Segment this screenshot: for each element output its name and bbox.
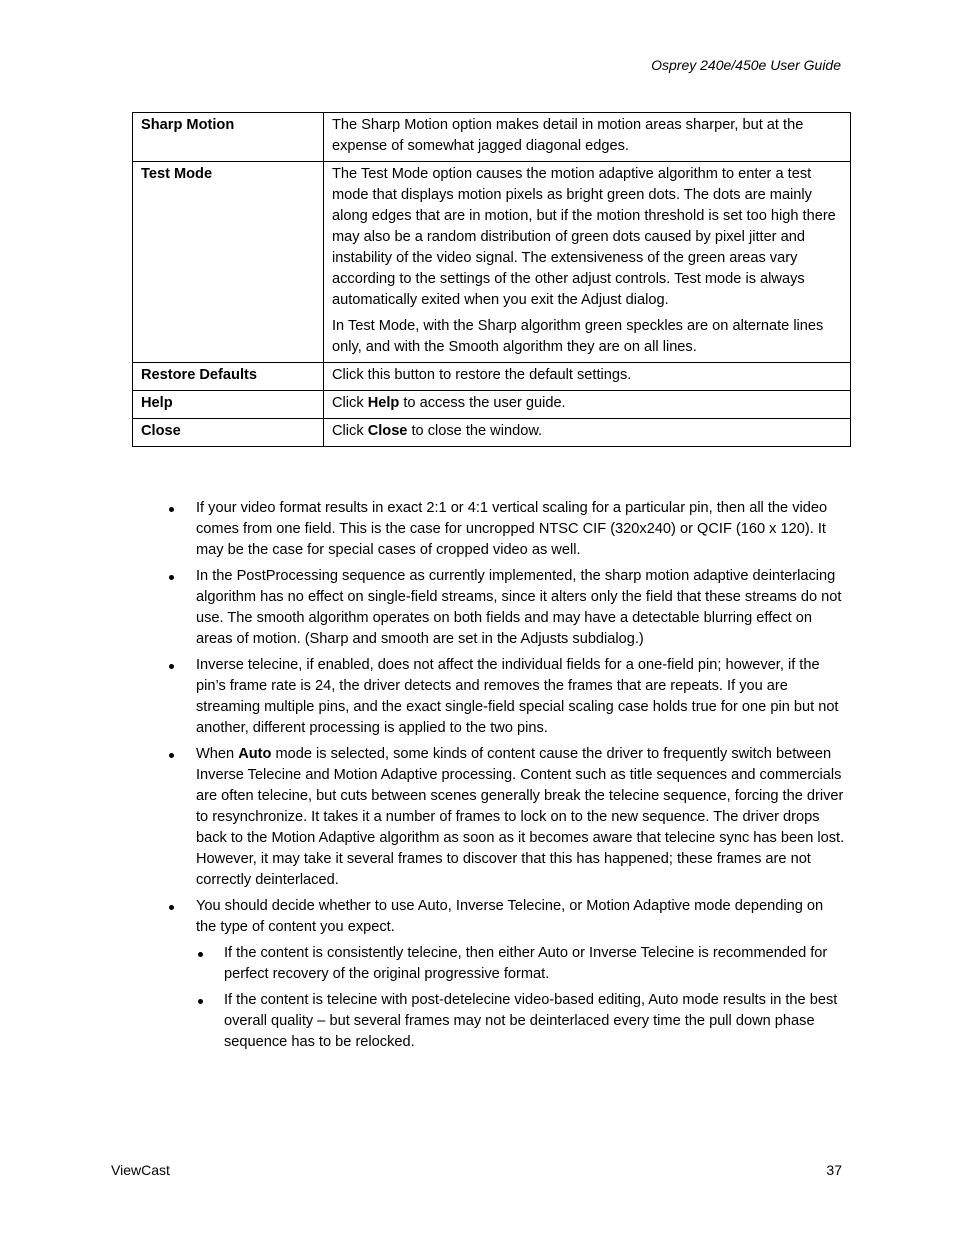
option-label: Help: [133, 391, 324, 419]
option-label: Close: [133, 419, 324, 447]
list-item: [160, 566, 846, 650]
description-paragraph: The Test Mode option causes the motion adaptive algorithm to enter a test mode that displays motion pixels as bright green dots. The dots are mainly along edges that are in motion, but if the motion threshold is set too high there may also be a random distribution of green dots caused by pixel jitter and instability of the video signal. The extensiveness of the green areas vary according to the settings of the other adjust controls. Test mode is always automatically exited when you exit the Adjust dialog.: [332, 166, 836, 308]
option-label: Restore Defaults: [133, 363, 324, 391]
notes-list: [160, 498, 846, 1058]
list-item: [160, 655, 846, 739]
option-description: [324, 363, 851, 391]
option-description: [324, 113, 851, 162]
text-run: mode is selected, some kinds of content cause the driver to frequently switch between Inverse Telecine and Motion Adaptive processing. Content such as title sequences and commercials are often telecine, but cuts between scenes generally break the telecine sequence, forcing the driver to resynchronize. It takes it a number of frames to lock on to the new sequence. The driver drops back to the Motion Adaptive algorithm as soon as it becomes aware that telecine sync has been lost. However, it may take it several frames to discover that this has happened; these frames are not correctly deinterlaced.: [196, 746, 845, 888]
options-table: [132, 112, 851, 447]
page-number: 37: [826, 1162, 842, 1178]
table-row: [133, 391, 851, 419]
bold-term: Auto: [238, 746, 272, 762]
table-row: [133, 113, 851, 162]
text-run: When: [196, 746, 239, 762]
description-paragraph: [332, 393, 842, 414]
option-label: Sharp Motion: [133, 113, 324, 162]
text-run: Click: [332, 395, 368, 411]
bullet-icon: [169, 753, 174, 758]
list-item-text: If your video format results in exact 2:1 or 4:1 vertical scaling for a particular pin, then all the video comes from one field. This is the case for uncropped NTSC CIF (320x240) or QCIF (160 x 120). It may be the case for special cases of cropped video as well.: [196, 500, 828, 558]
list-item-text: If the content is telecine with post-detelecine video-based editing, Auto mode results in the best overall quality – but several frames may not be deinterlaced every time the pull down phase sequence has to be relocked.: [224, 992, 838, 1050]
bullet-icon: [169, 575, 174, 580]
text-run: to access the user guide.: [399, 395, 566, 411]
list-item-text: In the PostProcessing sequence as currently implemented, the sharp motion adaptive deinterlacing algorithm has no effect on single-field streams, since it alters only the field that these streams do not use. The smooth algorithm operates on both fields and may have a detectable blurring effect on areas of motion. (Sharp and smooth are set in the Adjusts subdialog.): [196, 568, 842, 647]
description-paragraph: [332, 421, 842, 442]
description-paragraph: Click this button to restore the default settings.: [332, 367, 632, 383]
list-item-text: [196, 746, 844, 888]
bold-term: Close: [367, 423, 408, 439]
option-description: [324, 419, 851, 447]
list-item-text: You should decide whether to use Auto, Inverse Telecine, or Motion Adaptive mode depending on the type of content you expect.: [196, 898, 824, 935]
sub-list-item: [196, 943, 846, 985]
text-run: Click: [332, 423, 368, 439]
bullet-icon: [169, 507, 174, 512]
sub-list-item: [196, 990, 846, 1053]
table-row: [133, 419, 851, 447]
description-paragraph: In Test Mode, with the Sharp algorithm green speckles are on alternate lines only, and with the Smooth algorithm they are on all lines.: [332, 318, 824, 355]
table-row: [133, 162, 851, 363]
list-item-text: Inverse telecine, if enabled, does not affect the individual fields for a one-field pin; however, if the pin’s frame rate is 24, the driver detects and removes the frames that are repeats. If you are streaming multiple pins, and the exact single-field special scaling case holds true for one pin but not another, different processing is applied to the two pins.: [196, 657, 839, 736]
sub-list: [196, 943, 846, 1053]
description-paragraph: The Sharp Motion option makes detail in motion areas sharper, but at the expense of somewhat jagged diagonal edges.: [332, 117, 804, 154]
option-description: [324, 391, 851, 419]
list-item-text: If the content is consistently telecine, then either Auto or Inverse Telecine is recommended for perfect recovery of the original progressive format.: [224, 945, 828, 982]
running-header: Osprey 240e/450e User Guide: [651, 57, 841, 73]
bullet-icon: [169, 905, 174, 910]
bullet-icon: [169, 664, 174, 669]
bullet-icon: [198, 999, 203, 1004]
bold-term: Help: [367, 395, 400, 411]
list-item: [160, 744, 846, 891]
bullet-icon: [198, 952, 203, 957]
list-item: [160, 498, 846, 561]
text-run: to close the window.: [407, 423, 543, 439]
table-row: [133, 363, 851, 391]
list-item: [160, 896, 846, 1053]
option-label: Test Mode: [133, 162, 324, 363]
footer-company: ViewCast: [111, 1162, 170, 1178]
option-description: [324, 162, 851, 363]
